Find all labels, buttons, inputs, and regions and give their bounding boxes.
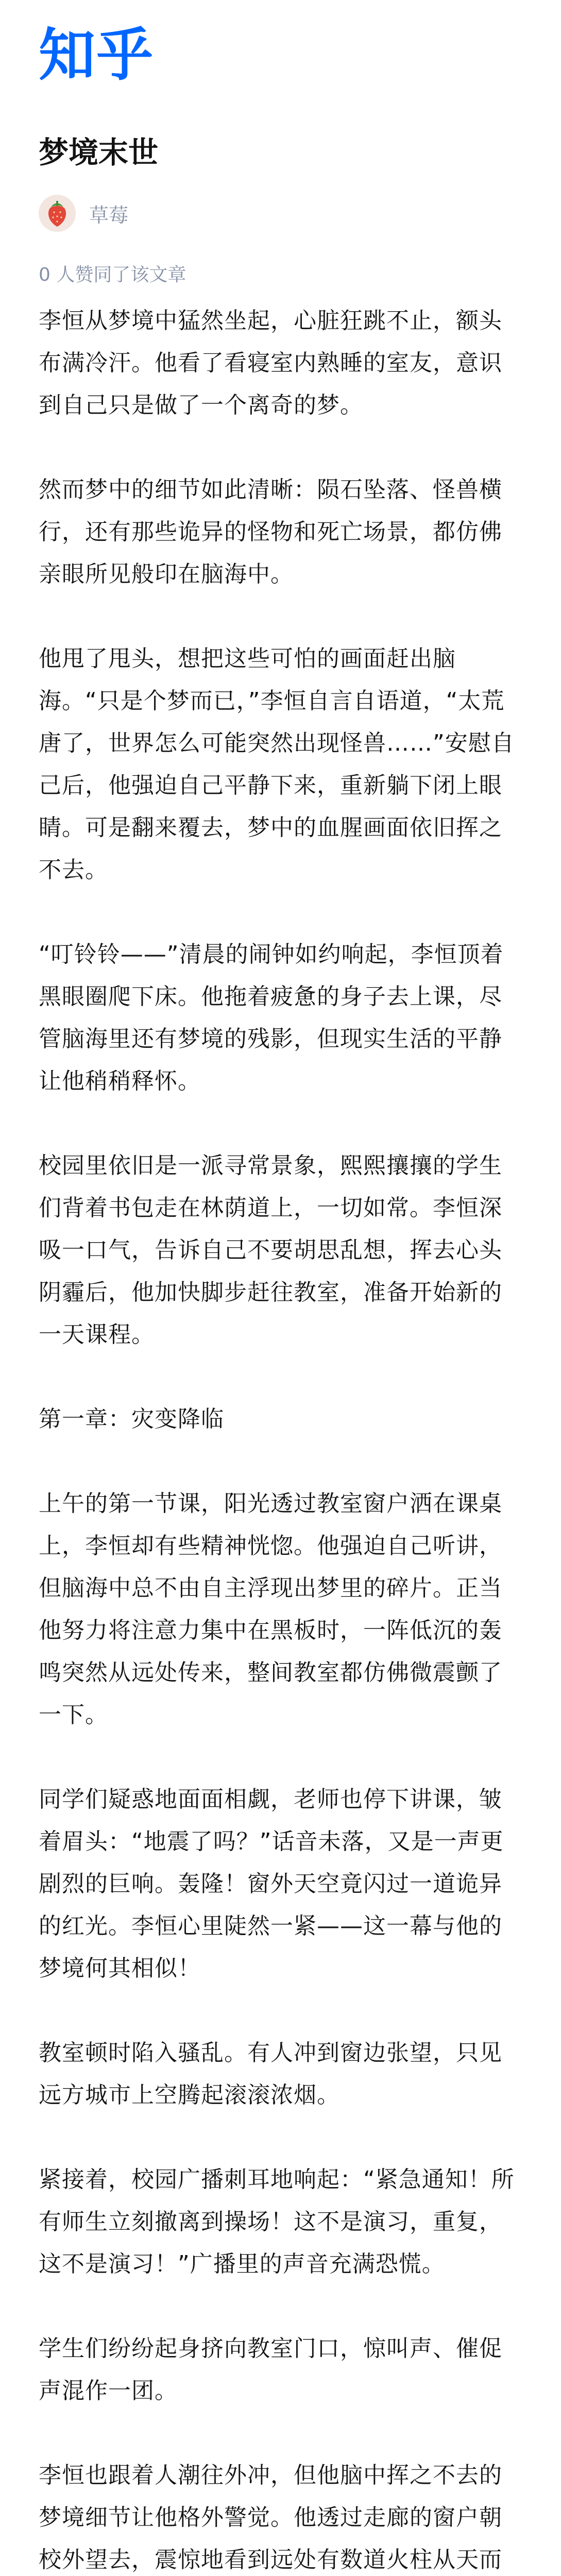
paragraph: 学生们纷纷起身挤向教室门口，惊叫声、催促声混作一团。 <box>39 2335 502 2404</box>
like-count: 0 人赞同了该文章 <box>39 264 186 285</box>
author-name[interactable]: 草莓 <box>89 204 129 227</box>
strawberry-avatar-icon[interactable] <box>39 195 76 232</box>
paragraph: 李恒也跟着人潮往外冲，但他脑中挥之不去的梦境细节让他格外警觉。他透过走廊的窗户朝校外望去，震惊地看到远处有数道火柱从天而 <box>39 2462 502 2573</box>
paragraph: “叮铃铃——”清晨的闹钟如约响起，李恒顶着黑眼圈爬下床。他拖着疲惫的身子去上课，尽管脑海里还有梦境的残影，但现实生活的平静让他稍稍释怀。 <box>39 941 504 1094</box>
paragraph: 教室顿时陷入骚乱。有人冲到窗边张望，只见远方城市上空腾起滚滚浓烟。 <box>39 2040 502 2108</box>
article-content <box>39 300 523 2576</box>
paragraph: 同学们疑惑地面面相觑，老师也停下讲课，皱着眉头：“地震了吗？”话音未落，又是一声更剧烈的巨响。轰隆！窗外天空竟闪过一道诡异的红光。李恒心里陡然一紧——这一幕与他的梦境何其相似！ <box>39 1786 504 1981</box>
paragraph: 然而梦中的细节如此清晰：陨石坠落、怪兽横行，还有那些诡异的怪物和死亡场景，都仿佛亲眼所见般印在脑海中。 <box>39 477 502 587</box>
zhihu-logo[interactable]: 知乎 <box>39 22 154 88</box>
article-title: 梦境末世 <box>39 135 159 170</box>
author-info[interactable] <box>39 195 128 232</box>
paragraph: 他甩了甩头，想把这些可怕的画面赶出脑海。“只是个梦而已，”李恒自言自语道，“太荒唐了，世界怎么可能突然出现怪兽……”安慰自己后，他强迫自己平静下来，重新躺下闭上眼睛。可是翻来覆去，梦中的血腥画面依旧挥之不去。 <box>39 646 515 883</box>
paragraph: 上午的第一节课，阳光透过教室窗户洒在课桌上，李恒却有些精神恍惚。他强迫自己听讲，但脑海中总不由自主浮现出梦里的碎片。正当他努力将注意力集中在黑板时，一阵低沉的轰鸣突然从远处传来，整间教室都仿佛微震颤了一下。 <box>39 1490 502 1728</box>
chapter-heading: 第一章：灾变降临 <box>39 1406 224 1432</box>
paragraph: 紧接着，校园广播刺耳地响起：“紧急通知！所有师生立刻撤离到操场！这不是演习，重复，这不是演习！”广播里的声音充满恐慌。 <box>39 2166 515 2277</box>
paragraph: 校园里依旧是一派寻常景象，熙熙攘攘的学生们背着书包走在林荫道上，一切如常。李恒深吸一口气，告诉自己不要胡思乱想，挥去心头阴霾后，他加快脚步赶往教室，准备开始新的一天课程。 <box>39 1153 502 1348</box>
paragraph: 李恒从梦境中猛然坐起，心脏狂跳不止，额头布满冷汗。他看了看寝室内熟睡的室友，意识到自己只是做了一个离奇的梦。 <box>39 308 502 418</box>
